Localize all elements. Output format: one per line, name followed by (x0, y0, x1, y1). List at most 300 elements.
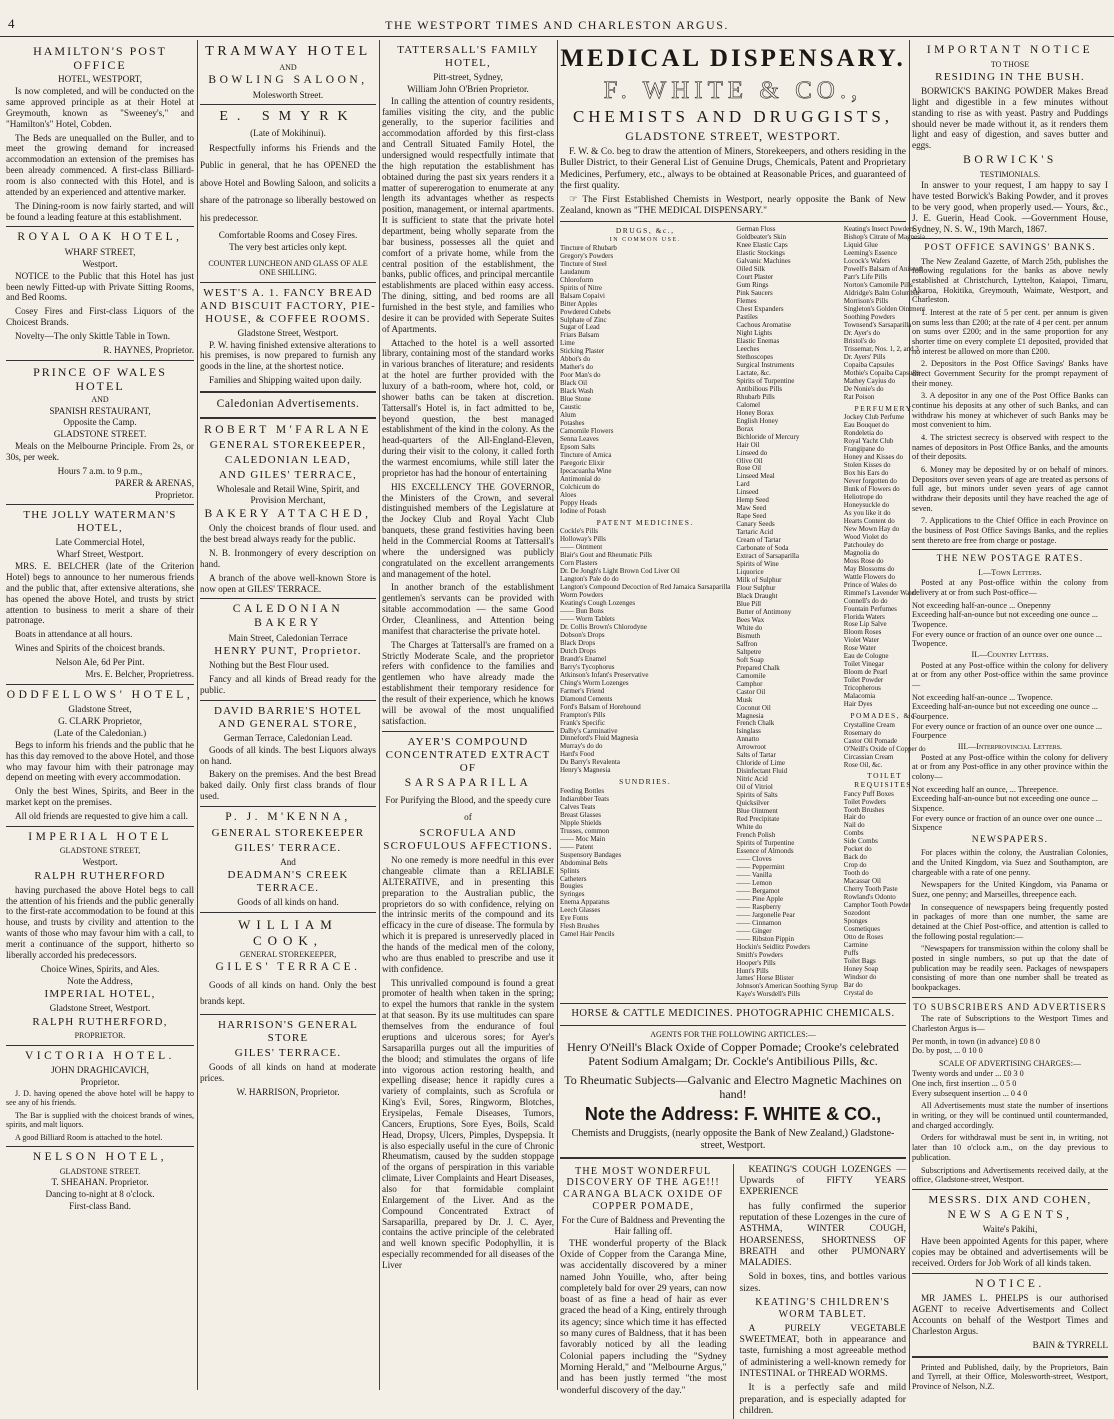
ad-text: Attached to the hotel is a well assorted library, containing most of the standard works in various branches of literature; and residents at the hotel are further provided with the luxury of a bath-room, where hot, cold, or shower baths can be taken at discretion. Tattersall's Hotel is, in fact admitted to be, beyond question, the best managed establishment of the kind in the colony. As the head-quarters of the All-England-Eleven, during their visit to the colony, it called forth the warmest encomiums, while still later the proprietor has had the honour of entertaining (382, 337, 554, 478)
list-item: Toilet Powder (843, 676, 884, 685)
list-item: Side Combs (843, 837, 878, 846)
ad-dix-cohen (912, 1194, 1108, 1269)
list-item: Soft Soap (736, 655, 764, 664)
list-item: Chest Expanders (736, 305, 784, 314)
list-item: Parr's Life Pills (843, 273, 888, 282)
dispensary-agents-heading: AGENTS FOR THE FOLLOWING ARTICLES:— (650, 1029, 816, 1039)
list-item: Dr. Collis Brown's Chlorodyne (560, 622, 647, 631)
ad-savings-banks (912, 243, 1108, 545)
list-item: Rhubarb Pills (736, 392, 775, 401)
list-item: Tartaric Acid (736, 528, 774, 537)
ad-text: Respectfully informs his Friends and the Public in general, that he has OPENED the above Hotel and Bowling Saloon, and solicits a share of the patronage so liberally bestowed on his predecessor. (200, 142, 376, 223)
dispensary-note-address: Note the Address: F. WHITE & CO., (584, 1103, 882, 1124)
ad-text: Families and Shipping waited upon daily. (209, 375, 362, 386)
list-item: Brandt's Enamel (560, 654, 607, 663)
list-item: Balsam Copaivi (560, 291, 605, 300)
page-number: 4 (8, 16, 15, 31)
ad-subheading: Molesworth Street. (252, 89, 324, 100)
drug-list-heading: SUNDRIES. (619, 777, 672, 787)
ad-text: N. B. Ironmongery of every description on hand. (200, 548, 376, 569)
list-item: Rose Water (843, 644, 876, 653)
dispensary-intro-text: The First Established Chemists in Westport, nearly opposite the Bank of New Zealand, known as "THE MEDICAL DISPENSARY." (560, 195, 906, 217)
rate-line: For every ounce or fraction of an ounce over one ounce ... Twopence. (912, 629, 1103, 649)
list-item: Bishop's Citrate of Magnesia (843, 233, 925, 242)
ad-text: having purchased the above Hotel begs to call the attention of his friends and the public generally to the first-rate accommodation to be found at this house, and trusts by civility and attention to the wants of those who may favour him with a call, to merit a continuance of the support, hitherto so liberally accorded his predecessors. (6, 884, 194, 960)
list-item: Otto de Roses (843, 933, 884, 942)
list-item: Malacomia (843, 692, 876, 701)
masthead (0, 16, 1114, 37)
ad-heading: IMPERIAL HOTEL, (44, 988, 156, 1001)
list-item: Flemes (736, 297, 757, 306)
ad-signature: Mrs. E. Belcher, Proprietress. (85, 668, 194, 679)
ad-text: MRS. E. BELCHER (late of the Criterion Hotel) begs to announce to her numerous friends and the public that, after extensive alterations, she has opened the above Hotel, and trusts by strict attention to business to merit a share of their patronage. (6, 561, 194, 626)
list-item: Isinglass (736, 727, 761, 736)
list-item: Black Oil (560, 379, 588, 388)
list-item: Cherry Tooth Paste (843, 885, 898, 894)
ad-text: The very best articles only kept. (229, 242, 347, 253)
column-3 (382, 42, 554, 1387)
list-item: Saffron (736, 639, 758, 648)
ad-text: All old friends are requested to give him a call. (15, 810, 188, 821)
ad-text: COUNTER LUNCHEON AND GLASS OF ALE ONE SHILLING. (208, 258, 368, 278)
list-item: Dr. Ayers' Pills (843, 352, 886, 361)
list-item: Nitric Acid (736, 775, 768, 784)
list-item: Back do (843, 853, 867, 862)
ad-text: In another branch of the establishment gentlemen's servants can be provided with sitable accommodation — the same Good Order, Cleanliness, and Attention being manifest that characterise the private hotel. (382, 582, 554, 636)
list-item: Lard (736, 480, 750, 489)
drug-list-heading: DRUGS, &c., (615, 226, 675, 236)
ad-text: HIS EXCELLENCY THE GOVERNOR, the Ministers of the Crown, and several distinguished members of the Legislature at the Jockey Club and Royal Yacht Club banquets, these grand festivities having been held in the Commercial Rooms at Tattersall's where the undersigned was publicly congratulated on the excellent arrangements and management of the hotel. (382, 481, 554, 579)
list-item: Milk of Sulphur (736, 576, 782, 585)
list-item: Trissemar, Nos. 1, 2, and 3 (843, 344, 919, 353)
ad-signature: PARER & ARENAS, (114, 477, 194, 488)
list-item: Trusses, common (560, 826, 610, 835)
ad-subheading: Wharf Street, Westport. (56, 549, 144, 560)
ad-subheading: HOTEL, WESTPORT, (57, 74, 143, 85)
ad-text: The Beds are unequalled on the Buller, and to meet the growing demand for increased accommodation an extension of the premises has been already commenced. A first-class Billiard-room is also connected with this Hotel, and is attended by an experienced and attentive marker. (6, 132, 194, 197)
list-item: Wood Violet do (843, 532, 888, 541)
list-item: Syringes (560, 890, 585, 899)
list-item: Eau de Cologne (843, 652, 889, 661)
list-item: —— Jargonelle Pear (736, 910, 795, 919)
ad-text: First-class Band. (69, 1200, 131, 1211)
ad-text: It is a perfectly safe and mild preparation, and is especially adapted for children. (739, 1382, 906, 1416)
list-item: Mothie's Copaiba Capsules (843, 368, 921, 377)
ad-nelson-hotel (6, 1151, 194, 1212)
list-item: Hearts Content do (843, 516, 895, 525)
list-item: Laudanum (560, 267, 590, 276)
drug-list-column (736, 226, 837, 999)
ad-text: Subscriptions and Advertisements received daily, at the office, Gladstone-street, Westport. (912, 1165, 1108, 1185)
list-item: Arrowroot (736, 743, 766, 752)
ad-heading: IMPERIAL HOTEL (28, 830, 172, 843)
ad-text: In calling the attention of country residents, families visiting the city, and the public generally, to the superior facilities and accommodation afforded by this first-class and Centrall Situated Family Hotel, the undersigned would respectfully intimate that the high reputation the establishment has obtained during the past six years renders it a matter of supererogation to enumerate at any length its advantages whether as respects position, management, or internal apartments. It is sufficient to state that the private hotel department, being wholly separate from the bar business, possesses all the quiet and comfort of a private home, while from the central position of the establishment, the banks, public offices, and principal mercantile establishments are placed within easy access. The dining, sitting, and bed rooms are all furnished in the best style, and families who desire it can be provided with Seperate Suites of Apartments. (382, 95, 554, 334)
list-item: Oil of Vitriol (736, 783, 773, 792)
ad-subheading: GLADSTONE STREET. (53, 429, 147, 440)
list-item: Pink Saucers (736, 289, 773, 298)
list-item: Nipple Shields (560, 818, 602, 827)
list-item: Castor Oil (736, 687, 766, 696)
list-item: Camphor (736, 679, 763, 688)
dispensary-address-detail: Chemists and Druggists, (nearly opposite the Bank of New Zealand,) Gladstone-street, Westport. (571, 1128, 895, 1151)
list-item: Liquorice (736, 568, 764, 577)
list-item: Hair Dyes (843, 700, 873, 709)
list-item: Senna Leaves (560, 435, 599, 444)
list-item: James' Horse Blister (736, 974, 794, 983)
rate-line: Twenty words and under ... £0 3 0 (912, 1069, 1024, 1079)
list-item: Windsor do (843, 972, 877, 981)
ad-subheading: RESIDING IN THE BUSH. (935, 71, 1085, 83)
pointing-hand-icon: ☞ (569, 195, 578, 206)
ad-signature: Proprietor. (154, 489, 194, 500)
list-item: Sugar of Lead (560, 323, 600, 332)
list-item: Borax (736, 424, 754, 433)
ad-heading: KEATING'S COUGH LOZENGES —Upwards of FIFTY YEARS EXPERIENCE (739, 1163, 906, 1198)
list-item: Annatto (736, 735, 759, 744)
list-item: Alum (560, 411, 576, 420)
list-item: Hooper's Pills (736, 958, 776, 967)
ad-subheading: Waite's Pakihi, (982, 1224, 1038, 1235)
list-item: Morrison's Pills (843, 297, 889, 306)
list-item: Linseed Meal (736, 472, 775, 481)
list-item: Rose Oil, &c. (843, 760, 883, 769)
list-item: Leeming's Essence (843, 249, 897, 258)
list-item: Linseed (736, 488, 759, 497)
list-item: Antimonial do (560, 474, 601, 483)
list-item: White do (736, 623, 763, 632)
dispensary-intro-2 (560, 195, 906, 217)
ad-subheading: GLADSTONE STREET, (59, 846, 141, 856)
ad-subheading: (Late of Mokihinui). (250, 127, 326, 138)
list-item: Enema Apparatus (560, 898, 610, 907)
dispensary-intro: F. W. & Co. beg to draw the attention of Miners, Storekeepers, and others residing in the Buller District, to their General List of Genuine Drugs, Chemicals, Patent and Proprietary Medicines, Perfumery, etc., always to be obtained at Reasonable Prices, and guaranteed of the first quality. (560, 147, 906, 191)
list-item: Toilet Vinegar (843, 660, 884, 669)
ad-heading: BORWICK'S (963, 154, 1057, 167)
list-item: Feeding Bottles (560, 786, 605, 795)
list-item: Rape Seed (736, 512, 767, 521)
ad-text: Goods of all kinds. The best Liquors always on hand. (200, 744, 376, 766)
ad-text: Bakery on the premises. And the best Bread baked daily. Only first class brands of flour used. (200, 769, 376, 802)
list-item: Linseed do (736, 448, 768, 457)
list-item: Cosmetiques (843, 925, 880, 934)
ad-subheading: G. CLARK Proprietor, (58, 716, 142, 727)
ad-william-cook (200, 917, 376, 1010)
list-item: May Blossoms do (843, 564, 895, 573)
list-item: Galvanic Machines (736, 257, 791, 266)
list-item: Mathey Cayius do (843, 376, 896, 385)
list-item: Prepared Chalk (736, 663, 780, 672)
ad-text: Nelson Ale, 6d Per Pint. (55, 656, 145, 667)
list-item: As you like it do (843, 508, 891, 517)
list-item: Paregoric Elixir (560, 458, 605, 467)
ad-text: The Bar is supplied with the choicest brands of wines, spirits, and malt liquors. (6, 1110, 194, 1130)
list-item: Lime (560, 339, 575, 348)
list-item: Spirits of Nitre (560, 283, 602, 292)
ad-tattersall (382, 44, 554, 727)
list-item: Barry's Tycophorus (560, 662, 615, 671)
list-item: Hockin's Seidlitz Powders (736, 942, 810, 951)
ad-heading: AYER'S COMPOUND CONCENTRATED EXTRACT OF (385, 735, 551, 774)
column-4-medical-dispensary (560, 42, 926, 1416)
list-item: German Floss (736, 225, 776, 234)
ad-prince-of-wales (6, 365, 194, 501)
list-item: Cockle's Pills (560, 527, 599, 536)
list-item: Sulphate of Zinc (560, 315, 607, 324)
list-item: Abdominal Belts (560, 858, 608, 867)
ad-heading: WILLIAM COOK, (238, 917, 338, 948)
list-item: Liquid Glue (843, 241, 878, 250)
list-item: Extract of Sarsaparilla (736, 552, 799, 561)
ad-subheading: AND GILES' TERRACE, (219, 469, 357, 482)
list-item: Langton's Compound Decoction of Red Jamaica Sarsaparilla (560, 583, 731, 592)
ad-text: Fancy and all kinds of Bread ready for the public. (200, 674, 376, 696)
list-item: —— Vanilla (736, 870, 772, 879)
ad-heading: VICTORIA HOTEL. (24, 1049, 176, 1062)
drug-list-subheading: IN COMMON USE. (609, 236, 681, 243)
list-item: Poppy Heads (560, 498, 598, 507)
drug-list-heading: TOILET REQUISITES. (854, 771, 916, 790)
ad-jolly-waterman (6, 509, 194, 679)
column-5 (912, 42, 1108, 1392)
ad-text: 7. Applications to the Chief Office in each Province on the business of Post Office Savings Banks, and the replies sent thereto are free from charge or postage. (912, 516, 1108, 545)
column-rule (379, 40, 380, 1390)
list-item: Tincture of Steel (560, 259, 607, 268)
ad-royal-oak (6, 231, 194, 355)
list-item: Sozodont (843, 909, 871, 918)
rate-line: Exceeding half-an-ounce but not exceeding one ounce ... Sixpence. (912, 794, 1098, 814)
ad-subheading: (Late of the Caledonian.) (53, 727, 147, 738)
list-item: —— Ginger (736, 926, 772, 935)
list-item: Eye Fonts (560, 914, 589, 923)
list-item: Mather's do (560, 363, 593, 372)
list-item: —— Ointment (560, 543, 603, 552)
ad-heading: MESSRS. DIX AND COHEN, (928, 1193, 1092, 1206)
list-item: —— Lemon (736, 878, 772, 887)
list-item: Camel Hair Pencils (560, 930, 615, 939)
ad-text: 1. Interest at the rate of 5 per cent. per annum is given on sums less than £200; at the rate of 4 per cent. per annum on sums over £200; and in the same proportion for any shorter time on every complete £1 deposited, provided that no interest be allowed on more than £200. (912, 307, 1108, 356)
ad-heading: ROBERT M'FARLANE (204, 423, 372, 436)
column-rule (557, 40, 558, 1390)
list-item: Norton's Camomile Pills (843, 281, 913, 290)
ad-text: 2. Depositors in the Post Office Savings' Banks have direct Government Security for the prompt repayment of their money. (912, 359, 1108, 388)
ad-subheading: GLADSTONE STREET. (59, 1166, 141, 1176)
list-item: —— Worm Tablets (560, 614, 615, 623)
ad-signature: RALPH RUTHERFORD, (32, 1016, 168, 1029)
ad-ayers-sarsaparilla (382, 736, 554, 1271)
ad-subheading: William John O'Brien Proprietor. (407, 83, 529, 94)
list-item: Bristol's do (843, 336, 876, 345)
dispensary-title: MEDICAL DISPENSARY. (560, 45, 906, 72)
list-item: Suspensory Bandages (560, 850, 622, 859)
ad-heading: TATTERSALL'S FAMILY HOTEL, (397, 44, 539, 69)
ad-subheading: SPANISH RESTAURANT, (49, 405, 151, 416)
ad-heading: HAMILTON'S POST OFFICE (33, 44, 167, 73)
list-item: Flesh Brushes (560, 922, 600, 931)
ad-subheading: SCALE OF ADVERTISING CHARGES:— (939, 1059, 1081, 1069)
list-item: Connell's do do (843, 596, 888, 605)
list-item: Ipecacuanha Wine (560, 466, 612, 475)
list-item: Kaye's Worsdell's Pills (736, 990, 801, 999)
list-item: Leech Glasses (560, 906, 601, 915)
list-item: Frangipane do (843, 445, 885, 454)
ad-signature: BAIN & TYRRELL (1032, 1339, 1108, 1350)
ad-heading: THE NEW POSTAGE RATES. (936, 554, 1084, 565)
ad-caledonian-bakery (200, 603, 376, 696)
rate-line: One inch, first insertion ... 0 5 0 (912, 1079, 1017, 1089)
list-item: Black Wash (560, 387, 594, 396)
ad-phelps-notice (912, 1278, 1108, 1351)
ad-text: 4. The strictest secrecy is observed with respect to the names of depositors in Post Office Banks, and the amounts of their deposits. (912, 433, 1108, 462)
list-item: Tooth Brushes (843, 805, 885, 814)
imprint: Printed and Published, daily, by the Proprietors, Bain and Tyrrell, at their Office, Molesworth-street, Westport, Province of Nelson, N.Z. (912, 1362, 1108, 1392)
list-item: Hemp Seed (736, 496, 769, 505)
list-item: New Mown Hay do (843, 524, 900, 533)
list-item: Colchicum do (560, 482, 600, 491)
ad-subheading: Opposite the Camp. (63, 417, 137, 428)
list-item: Bougies (560, 882, 583, 891)
ad-text: The Dining-room is now fairly started, and will be found a leading feature at this establishment. (6, 200, 194, 222)
list-item: Blue Stone (560, 395, 591, 404)
ad-text: Have been appointed Agents for this paper, where copies may be obtained and advertisements will be received. Orders for Job Work of all kinds taken. (912, 1236, 1108, 1268)
list-item: Patchouley do (843, 540, 884, 549)
rate-line: Exceeding half-an-ounce but not exceeding one ounce ... Twopence. (912, 610, 1098, 629)
ad-smyrk (200, 109, 376, 277)
list-item: English Honey (736, 416, 779, 425)
ad-subheading: For the Cure of Baldness and Preventing the Hair falling off. (561, 1214, 725, 1236)
list-item: Gum Rings (736, 281, 769, 290)
list-item: Friars Balsam (560, 331, 600, 340)
ad-newspapers (912, 835, 1108, 993)
list-item: Magnesia (736, 711, 764, 720)
ad-text: Goods of all kinds on hand at moderate prices. (200, 1061, 376, 1083)
list-item: Lactate, &c. (736, 368, 771, 377)
ad-subheading: AND (279, 62, 297, 72)
list-item: Court Plaster (736, 273, 774, 282)
dispensary-firm-name: F. WHITE & CO., (603, 76, 863, 104)
list-item: Bichloride of Mercury (736, 432, 800, 441)
list-item: White do (736, 823, 763, 832)
list-item: Bar do (843, 980, 863, 989)
ad-oddfellows (6, 689, 194, 822)
rate-line: Per month, in town (in advance) £0 8 0 (912, 1036, 1041, 1046)
ad-wests-bakery (200, 287, 376, 386)
ad-text: NOTICE to the Public that this Hotel has just been newly Fitted-up with Private Sitting Rooms, and Bed Rooms. (6, 270, 194, 303)
ad-subheading: WHARF STREET, (64, 247, 136, 258)
list-item: Frampton's Pills (560, 710, 606, 719)
list-item: Powdered Cubebs (560, 307, 611, 316)
ad-text: Begs to inform his friends and the public that he has this day removed to the above Hotel, and those who may favour him with their patronage may depend on meeting with every accommodation. (6, 739, 194, 783)
list-item: Spirits of Turpentine (736, 839, 795, 848)
list-item: Gregory's Powders (560, 251, 614, 260)
ad-subheading: And (280, 856, 296, 867)
ad-text: Meals on the Melbourne Principle. From 2s, or 30s, per week. (6, 441, 194, 462)
ad-subscribers (912, 1002, 1108, 1185)
list-item: Stethoscopes (736, 352, 773, 361)
rate-line: Not exceeding half-an-ounce ... Onepenny (912, 600, 1051, 610)
column-1 (6, 42, 194, 1387)
ad-text: Comfortable Rooms and Cosey Fires. (218, 230, 358, 241)
ad-subheading: JOHN DRAGHICAVICH, (51, 1065, 149, 1076)
list-item: Toilet Bags (843, 956, 876, 965)
list-item: Magnolia do (843, 548, 880, 557)
list-item: Ching's Worm Lozenges (560, 678, 629, 687)
ad-borwick-baking-powder (912, 44, 1108, 234)
ad-subheading: T. SHEAHAN. Proprietor. (51, 1177, 149, 1188)
list-item: Crystalline Cream (843, 720, 895, 729)
ad-heading: NOTICE. (975, 1277, 1045, 1290)
list-item: Keating's Cough Lozenges (560, 599, 636, 607)
list-item: Crop do (843, 861, 867, 870)
ad-text: Posted at any Post-office within the colony for delivery at or from any other Post-office within the same province— (912, 660, 1108, 690)
list-item: —— Ribston Pippin (736, 934, 794, 943)
list-item: Royal Yacht Club (843, 437, 894, 446)
list-item: Jockey Club Perfume (843, 413, 905, 422)
list-item: Soothing Powders (843, 313, 895, 322)
list-item: Keating's Insect Powders (843, 225, 915, 234)
list-item: Frank's Specific (560, 718, 606, 727)
list-item: Maw Seed (736, 504, 767, 513)
list-item: Eau Bouquet do (843, 421, 889, 430)
list-item: Poor Man's do (560, 371, 601, 380)
list-item: Fountain Perfumes (843, 604, 897, 613)
list-item: Elastic Stockings (736, 249, 785, 258)
ad-subheading: HENRY PUNT, Proprietor. (214, 645, 362, 658)
ad-heading: SARSAPARILLA (404, 776, 532, 789)
list-item: Toilet Powders (843, 797, 886, 806)
ad-text: A PURELY VEGETABLE SWEETMEAT, both in appearance and taste, furnishing a most agreeable method of administering a well-known remedy for INTESTINAL or THREAD WORMS. (739, 1322, 906, 1379)
list-item: Singleton's Golden Ointment (843, 305, 926, 314)
rate-line: Every subsequent insertion ... 0 4 0 (912, 1088, 1028, 1098)
list-item: —— Bergamot (736, 886, 780, 895)
ad-text: Goods of all kinds on hand. (237, 897, 339, 908)
list-item: Night Lights (736, 329, 772, 338)
ad-text: 3. A depositor in any one of the Post Office Banks can continue his deposits at any other of such Banks, and can withdraw his money at whichever of such Banks may be most convenient to him. (912, 391, 1108, 430)
list-item: Rat Poison (843, 392, 875, 401)
ad-text: Newspapers for the United Kingdom, via Panama or Suez, one penny; and Marseilles, threepence each. (912, 880, 1108, 899)
list-item: Epsom Salts (560, 443, 595, 452)
list-item: Leeches (736, 344, 760, 353)
list-item: Pastiles (736, 313, 758, 322)
list-item: Murray's do do (560, 742, 603, 751)
list-item: Salts of Tartar (736, 751, 776, 760)
dispensary-horse-line: HORSE & CATTLE MEDICINES. PHOTOGRAPHIC CHEMICALS. (571, 1008, 895, 1020)
list-item: Du Barry's Revalenta (560, 758, 620, 767)
list-item: Spirits of Turpentine (736, 376, 795, 385)
ad-heading: BOWLING SALOON, (208, 73, 368, 86)
ad-heading: ROYAL OAK HOTEL, (17, 231, 183, 244)
ad-subheading: DEADMAN'S CREEK TERRACE. (227, 869, 349, 895)
list-item: —— Pine Apple (736, 894, 784, 903)
list-item: Rosemary do (843, 728, 881, 737)
ad-heading: POST OFFICE SAVINGS' BANKS. (924, 243, 1096, 254)
ad-subheading: TESTIMONIALS. (979, 169, 1041, 179)
ad-subheading: GENERAL STOREKEEPER (211, 826, 365, 839)
ad-subheading: I.—Town Letters. (978, 567, 1042, 577)
rate-line: Exceeding half-an-ounce but not exceeding one ounce ... Fourpence. (912, 702, 1098, 722)
list-item: Coconut Oil (736, 703, 771, 712)
list-item: Musk (736, 695, 753, 704)
list-item: Calomel (736, 400, 761, 409)
list-item: Bismuth (736, 631, 761, 640)
list-item: Locock's Wafers (843, 257, 891, 266)
list-item: Tincture of Rhubarb (560, 243, 617, 252)
ad-text: Cosey Fires and First-class Liquors of the Choicest Brands. (6, 306, 194, 328)
list-item: Spirits of Salts (736, 791, 778, 800)
ad-victoria-hotel (6, 1050, 194, 1142)
list-item: Breast Glasses (560, 810, 602, 819)
list-item: Rimmel's Lavender Water (843, 588, 917, 597)
list-item: Spirits of Wine (736, 560, 779, 569)
